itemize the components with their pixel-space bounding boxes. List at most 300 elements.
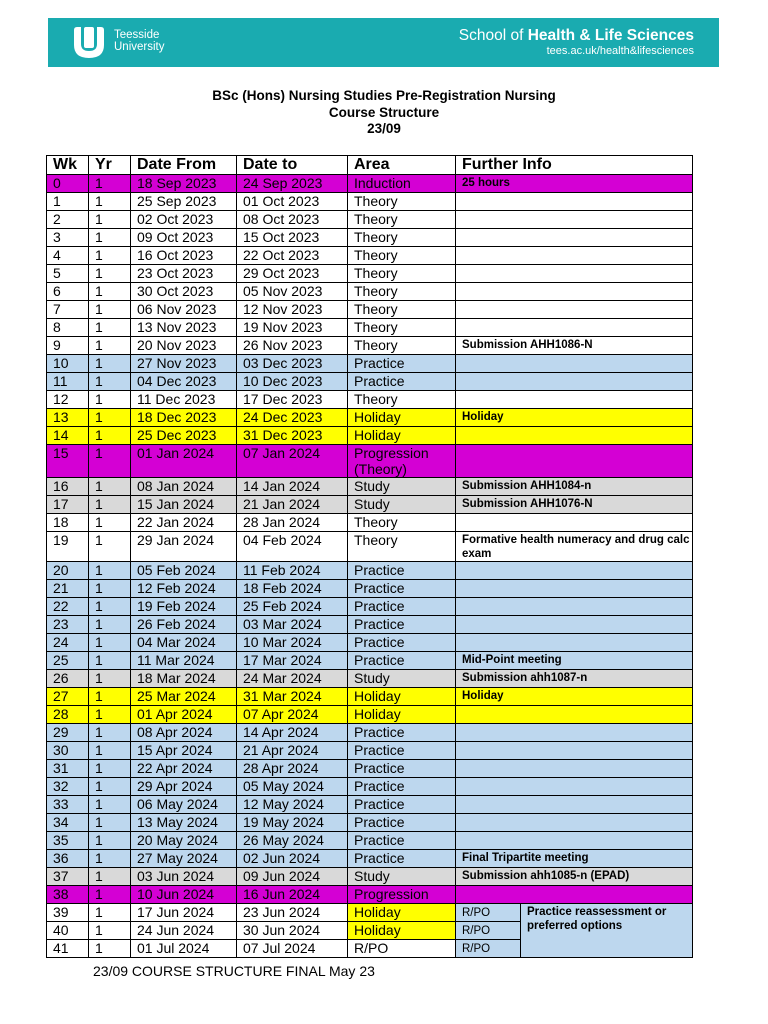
table-cell: 11 Dec 2023 [131, 391, 237, 409]
table-cell: R/PO [456, 922, 521, 940]
table-cell [456, 580, 693, 598]
table-cell [456, 832, 693, 850]
table-row [47, 850, 693, 868]
table-cell: 4 [47, 247, 89, 265]
table-cell: Practice [348, 652, 456, 670]
table-cell: 1 [89, 670, 131, 688]
table-cell [456, 616, 693, 634]
table-cell: 1 [89, 478, 131, 496]
table-cell: 1 [89, 562, 131, 580]
table-cell: 15 [47, 445, 89, 478]
table-cell: Practice [348, 580, 456, 598]
table-cell: R/PO [348, 940, 456, 958]
table-cell: 01 Apr 2024 [131, 706, 237, 724]
table-cell: 26 May 2024 [237, 832, 348, 850]
university-logo-icon [72, 27, 106, 58]
table-cell: Progression [348, 886, 456, 904]
table-cell [456, 319, 693, 337]
table-cell: 03 Dec 2023 [237, 355, 348, 373]
table-cell: 1 [89, 247, 131, 265]
table-row [47, 814, 693, 832]
document-title [0, 88, 768, 138]
table-cell: Holiday [456, 409, 693, 427]
table-cell: Submission AHH1084-n [456, 478, 693, 496]
table-row [47, 409, 693, 427]
table-cell [456, 742, 693, 760]
table-cell: 22 [47, 598, 89, 616]
table-cell: 06 Nov 2023 [131, 301, 237, 319]
table-cell [456, 634, 693, 652]
table-cell: 06 May 2024 [131, 796, 237, 814]
table-cell: 31 Mar 2024 [237, 688, 348, 706]
table-cell [456, 283, 693, 301]
table-cell: 27 May 2024 [131, 850, 237, 868]
table-cell [456, 211, 693, 229]
table-cell: 1 [89, 940, 131, 958]
table-cell: Practice [348, 760, 456, 778]
table-cell: 12 Feb 2024 [131, 580, 237, 598]
table-cell: 36 [47, 850, 89, 868]
table-cell: 1 [89, 598, 131, 616]
table-cell: 1 [89, 265, 131, 283]
table-cell: Practice [348, 562, 456, 580]
table-row [47, 211, 693, 229]
table-cell [456, 514, 693, 532]
title-line-2: Course Structure [328, 104, 440, 120]
column-header: Further Info [456, 156, 693, 175]
table-cell: 18 Mar 2024 [131, 670, 237, 688]
header-banner [48, 18, 719, 67]
school-url: tees.ac.uk/health&lifesciences [546, 45, 694, 57]
table-cell: 33 [47, 796, 89, 814]
table-cell: 19 Feb 2024 [131, 598, 237, 616]
table-row [47, 193, 693, 211]
table-cell: 18 Feb 2024 [237, 580, 348, 598]
table-cell: 17 Mar 2024 [237, 652, 348, 670]
table-cell: 25 Feb 2024 [237, 598, 348, 616]
table-row [47, 391, 693, 409]
table-cell: 01 Jul 2024 [131, 940, 237, 958]
table-cell: 10 Jun 2024 [131, 886, 237, 904]
table-cell: 1 [89, 886, 131, 904]
table-cell: 1 [89, 514, 131, 532]
table-cell: 20 Nov 2023 [131, 337, 237, 355]
table-cell: 1 [89, 742, 131, 760]
table-cell: Practice [348, 634, 456, 652]
table-cell: 21 Jan 2024 [237, 496, 348, 514]
table-cell: 1 [89, 616, 131, 634]
table-row [47, 616, 693, 634]
table-cell: 13 May 2024 [131, 814, 237, 832]
table-cell: 29 [47, 724, 89, 742]
table-cell: 03 Mar 2024 [237, 616, 348, 634]
table-cell: 01 Jan 2024 [131, 445, 237, 478]
table-cell: 10 Dec 2023 [237, 373, 348, 391]
table-row [47, 760, 693, 778]
table-cell: 1 [89, 229, 131, 247]
table-cell: 15 Apr 2024 [131, 742, 237, 760]
table-cell: Theory [348, 319, 456, 337]
table-cell [456, 796, 693, 814]
title-line-1: BSc (Hons) Nursing Studies Pre-Registration Nursing [212, 88, 556, 103]
table-cell: Holiday [456, 688, 693, 706]
table-cell: 19 Nov 2023 [237, 319, 348, 337]
table-cell: Theory [348, 514, 456, 532]
table-cell: 25 Mar 2024 [131, 688, 237, 706]
table-cell: Study [348, 670, 456, 688]
table-cell: Submission AHH1076-N [456, 496, 693, 514]
table-cell: 38 [47, 886, 89, 904]
table-cell: 37 [47, 868, 89, 886]
table-cell: 17 Dec 2023 [237, 391, 348, 409]
table-cell: 1 [89, 409, 131, 427]
table-cell: 6 [47, 283, 89, 301]
table-body [47, 175, 693, 958]
table-cell: Theory [348, 301, 456, 319]
table-cell: Formative health numeracy and drug calc exam [456, 532, 693, 562]
table-cell: 10 Mar 2024 [237, 634, 348, 652]
table-cell: 29 Oct 2023 [237, 265, 348, 283]
table-cell: 1 [89, 868, 131, 886]
table-cell: 12 [47, 391, 89, 409]
table-cell: Practice [348, 373, 456, 391]
table-cell: 14 [47, 427, 89, 445]
column-header: Date From [131, 156, 237, 175]
table-row [47, 670, 693, 688]
table-cell: 39 [47, 904, 89, 922]
table-row [47, 373, 693, 391]
table-row [47, 337, 693, 355]
table-cell [456, 778, 693, 796]
table-cell: 21 Apr 2024 [237, 742, 348, 760]
table-cell: 1 [89, 904, 131, 922]
table-cell: 34 [47, 814, 89, 832]
table-cell: 28 Jan 2024 [237, 514, 348, 532]
table-row [47, 562, 693, 580]
footer-text: 23/09 COURSE STRUCTURE FINAL May 23 [93, 963, 375, 979]
table-cell: 1 [89, 427, 131, 445]
table-row [47, 496, 693, 514]
table-cell: Practice [348, 355, 456, 373]
table-cell: Practice [348, 724, 456, 742]
table-cell: 05 Feb 2024 [131, 562, 237, 580]
university-name: Teesside University [114, 29, 165, 53]
table-cell: 27 [47, 688, 89, 706]
table-header-row [47, 156, 693, 175]
table-cell: 1 [89, 445, 131, 478]
table-cell: 28 Apr 2024 [237, 760, 348, 778]
table-cell: 23 Jun 2024 [237, 904, 348, 922]
table-cell: 1 [89, 301, 131, 319]
table-row [47, 598, 693, 616]
table-cell: Holiday [348, 427, 456, 445]
table-cell: 21 [47, 580, 89, 598]
table-cell: 24 [47, 634, 89, 652]
table-cell: 26 Feb 2024 [131, 616, 237, 634]
table-cell: 22 Jan 2024 [131, 514, 237, 532]
table-cell: 1 [89, 337, 131, 355]
table-cell: Theory [348, 211, 456, 229]
table-row [47, 265, 693, 283]
table-cell: Study [348, 868, 456, 886]
table-cell: 19 May 2024 [237, 814, 348, 832]
table-cell [456, 229, 693, 247]
table-cell: 22 Oct 2023 [237, 247, 348, 265]
table-cell: 02 Jun 2024 [237, 850, 348, 868]
table-cell: R/PO [456, 940, 521, 958]
table-row [47, 580, 693, 598]
table-cell: 1 [89, 724, 131, 742]
table-cell: 40 [47, 922, 89, 940]
table-cell [456, 886, 693, 904]
table-cell: Holiday [348, 706, 456, 724]
table-cell: 07 Apr 2024 [237, 706, 348, 724]
table-cell [456, 391, 693, 409]
table-cell: 29 Jan 2024 [131, 532, 237, 562]
table-row [47, 796, 693, 814]
table-cell: 23 Oct 2023 [131, 265, 237, 283]
table-cell: 14 Apr 2024 [237, 724, 348, 742]
table-cell: 25 Sep 2023 [131, 193, 237, 211]
table-cell [456, 301, 693, 319]
table-cell: Theory [348, 193, 456, 211]
table-cell: 20 May 2024 [131, 832, 237, 850]
table-cell: 1 [89, 922, 131, 940]
table-row [47, 478, 693, 496]
table-cell [456, 814, 693, 832]
table-cell: 2 [47, 211, 89, 229]
table-cell: 1 [89, 319, 131, 337]
table-cell: 08 Oct 2023 [237, 211, 348, 229]
table-cell: 08 Apr 2024 [131, 724, 237, 742]
table-cell: Progression (Theory) [348, 445, 456, 478]
table-cell: 09 Oct 2023 [131, 229, 237, 247]
column-header: Date to [237, 156, 348, 175]
title-line-3: 23/09 [367, 121, 401, 136]
table-cell: Holiday [348, 904, 456, 922]
table-cell: Practice [348, 832, 456, 850]
table-cell: 15 Oct 2023 [237, 229, 348, 247]
table-cell: 04 Mar 2024 [131, 634, 237, 652]
table-row [47, 175, 693, 193]
table-cell: 03 Jun 2024 [131, 868, 237, 886]
table-row [47, 724, 693, 742]
table-cell: Holiday [348, 688, 456, 706]
table-cell: 1 [89, 778, 131, 796]
table-cell: 24 Mar 2024 [237, 670, 348, 688]
table-cell [456, 760, 693, 778]
table-cell: 1 [89, 706, 131, 724]
table-row [47, 229, 693, 247]
table-cell: 28 [47, 706, 89, 724]
table-row [47, 904, 693, 922]
table-cell: 19 [47, 532, 89, 562]
table-cell: 18 Dec 2023 [131, 409, 237, 427]
table-cell: Induction [348, 175, 456, 193]
table-cell: 11 [47, 373, 89, 391]
table-cell: 29 Apr 2024 [131, 778, 237, 796]
table-cell: 09 Jun 2024 [237, 868, 348, 886]
table-row [47, 634, 693, 652]
table-cell: 1 [89, 373, 131, 391]
table-cell: Theory [348, 247, 456, 265]
table-cell: 24 Dec 2023 [237, 409, 348, 427]
table-cell: Practice [348, 778, 456, 796]
table-cell: 01 Oct 2023 [237, 193, 348, 211]
table-cell [456, 373, 693, 391]
table-cell: 1 [47, 193, 89, 211]
table-cell: 1 [89, 832, 131, 850]
table-cell: 14 Jan 2024 [237, 478, 348, 496]
table-cell: 1 [89, 175, 131, 193]
table-cell: Mid-Point meeting [456, 652, 693, 670]
table-row [47, 652, 693, 670]
table-cell: 13 [47, 409, 89, 427]
column-header: Yr [89, 156, 131, 175]
table-cell: 23 [47, 616, 89, 634]
table-cell: 30 Oct 2023 [131, 283, 237, 301]
table-cell: Practice [348, 616, 456, 634]
table-cell: 30 Jun 2024 [237, 922, 348, 940]
table-row [47, 532, 693, 562]
column-header: Wk [47, 156, 89, 175]
table-cell: 1 [89, 652, 131, 670]
table-cell: 1 [89, 193, 131, 211]
reassessment-note: Practice reassessment or preferred options [521, 904, 693, 958]
table-cell: Practice [348, 598, 456, 616]
table-cell: 1 [89, 283, 131, 301]
table-row [47, 706, 693, 724]
table-row [47, 742, 693, 760]
table-cell: R/PO [456, 904, 521, 922]
table-cell: 35 [47, 832, 89, 850]
table-cell: 07 Jul 2024 [237, 940, 348, 958]
table-cell: 1 [89, 688, 131, 706]
table-row [47, 427, 693, 445]
table-cell: 1 [89, 211, 131, 229]
table-cell: Theory [348, 337, 456, 355]
table-cell: 17 Jun 2024 [131, 904, 237, 922]
table-cell: Theory [348, 391, 456, 409]
course-structure-table [46, 155, 693, 958]
table-cell [456, 724, 693, 742]
table-cell: Theory [348, 532, 456, 562]
table-cell [456, 427, 693, 445]
table-cell: 25 hours [456, 175, 693, 193]
table-cell: 1 [89, 391, 131, 409]
table-cell: 13 Nov 2023 [131, 319, 237, 337]
table-cell: 1 [89, 355, 131, 373]
table-cell [456, 193, 693, 211]
table-cell: 05 Nov 2023 [237, 283, 348, 301]
table-cell: 12 May 2024 [237, 796, 348, 814]
table-cell: 20 [47, 562, 89, 580]
table-cell: 26 Nov 2023 [237, 337, 348, 355]
table-cell [456, 265, 693, 283]
table-row [47, 445, 693, 478]
table-cell [456, 706, 693, 724]
table-cell: 18 Sep 2023 [131, 175, 237, 193]
table-cell: 41 [47, 940, 89, 958]
table-cell: Holiday [348, 922, 456, 940]
table-cell: 22 Apr 2024 [131, 760, 237, 778]
table-cell: 1 [89, 496, 131, 514]
table-cell: 16 Oct 2023 [131, 247, 237, 265]
table-cell: 1 [89, 634, 131, 652]
table-cell: 7 [47, 301, 89, 319]
table-cell: Practice [348, 850, 456, 868]
table-cell: 11 Feb 2024 [237, 562, 348, 580]
table-cell: Practice [348, 814, 456, 832]
table-cell: Holiday [348, 409, 456, 427]
table-cell: 31 Dec 2023 [237, 427, 348, 445]
table-row [47, 688, 693, 706]
table-cell: 15 Jan 2024 [131, 496, 237, 514]
table-cell: 24 Jun 2024 [131, 922, 237, 940]
table-cell: 17 [47, 496, 89, 514]
table-cell: 3 [47, 229, 89, 247]
table-cell: 8 [47, 319, 89, 337]
table-cell: 16 [47, 478, 89, 496]
table-cell: 25 Dec 2023 [131, 427, 237, 445]
table-cell: Final Tripartite meeting [456, 850, 693, 868]
table-cell: 05 May 2024 [237, 778, 348, 796]
table-cell: Submission AHH1086-N [456, 337, 693, 355]
school-name: School of Health & Life Sciences tees.ac.uk/health&lifesciences [458, 27, 694, 57]
table-cell [456, 247, 693, 265]
table-cell: 04 Feb 2024 [237, 532, 348, 562]
table-cell: 16 Jun 2024 [237, 886, 348, 904]
column-header: Area [348, 156, 456, 175]
table-row [47, 301, 693, 319]
table-row [47, 283, 693, 301]
table-cell: 12 Nov 2023 [237, 301, 348, 319]
table-cell: 26 [47, 670, 89, 688]
table-cell [456, 445, 693, 478]
table-cell: 5 [47, 265, 89, 283]
table-cell [456, 355, 693, 373]
table-cell: 11 Mar 2024 [131, 652, 237, 670]
table-cell: 1 [89, 850, 131, 868]
table-row [47, 514, 693, 532]
table-cell: 18 [47, 514, 89, 532]
table-cell: 1 [89, 796, 131, 814]
table-cell: Practice [348, 796, 456, 814]
table-cell: Theory [348, 265, 456, 283]
table-row [47, 355, 693, 373]
table-cell: Study [348, 478, 456, 496]
table-cell: 25 [47, 652, 89, 670]
table-cell [456, 562, 693, 580]
table-cell: 0 [47, 175, 89, 193]
table-cell: Theory [348, 229, 456, 247]
table-cell: 9 [47, 337, 89, 355]
table-cell: 07 Jan 2024 [237, 445, 348, 478]
table-row [47, 886, 693, 904]
table-cell: 04 Dec 2023 [131, 373, 237, 391]
table-cell: 32 [47, 778, 89, 796]
table-row [47, 868, 693, 886]
table-cell: 30 [47, 742, 89, 760]
table-cell: Submission ahh1085-n (EPAD) [456, 868, 693, 886]
table-cell: Submission ahh1087-n [456, 670, 693, 688]
table-cell: 1 [89, 760, 131, 778]
table-row [47, 247, 693, 265]
table-cell: 1 [89, 580, 131, 598]
table-cell: 1 [89, 814, 131, 832]
table-cell: 10 [47, 355, 89, 373]
table-cell: Theory [348, 283, 456, 301]
